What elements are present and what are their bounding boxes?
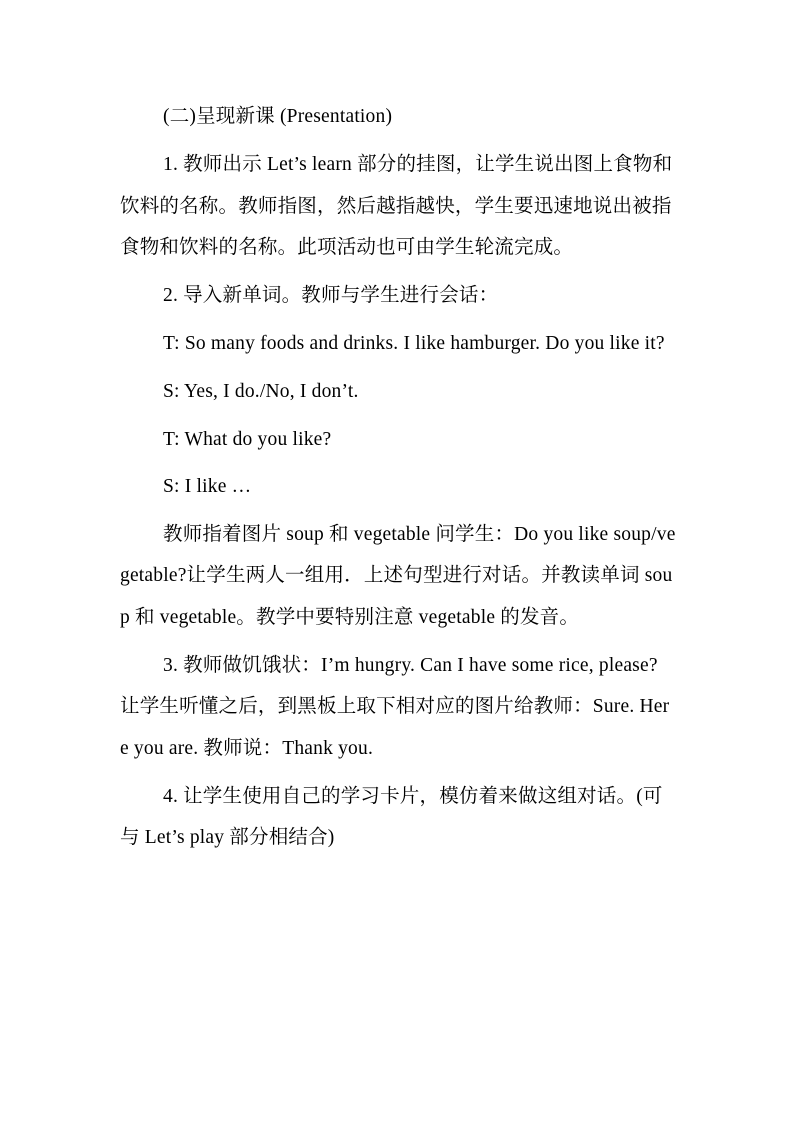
dialogue-line-student-2: S: I like …: [163, 476, 252, 497]
dialogue-line-teacher-1: T: So many foods and drinks. I like hamburger. Do you like it?: [163, 333, 665, 354]
dialogue-line-teacher-2: T: What do you like?: [163, 428, 332, 450]
dialogue-line-student-1: S: Yes, I do./No, I don’t.: [163, 381, 359, 402]
paragraph-soup-vegetable: 教师指着图片 soup 和 vegetable 问学生：Do you like soup/vegetable?让学生两人一组用．上述句型进行对话。并教读单词 soup 和 vegetable。教学中要特别注意 vegetable 的发音。: [120, 523, 676, 628]
section-heading: (二)呈现新课 (Presentation): [163, 106, 393, 127]
paragraph-step-4: 4. 让学生使用自己的学习卡片，模仿着来做这组对话。(可与 Let’s play 部分相结合): [120, 785, 663, 848]
paragraph-step-3: 3. 教师做饥饿状：I’m hungry. Can I have some rice, please? 让学生听懂之后，到黑板上取下相对应的图片给教师：Sure. Here you are. 教师说：Thank you.: [120, 654, 670, 759]
document-body: [120, 96, 676, 859]
paragraph-step-2: 2. 导入新单词。教师与学生进行会话：: [163, 285, 499, 306]
paragraph-step-1: 1. 教师出示 Let’s learn 部分的挂图，让学生说出图上食物和饮料的名称。教师指图，然后越指越快，学生要迅速地说出被指食物和饮料的名称。此项活动也可由学生轮流完成。: [120, 154, 673, 258]
